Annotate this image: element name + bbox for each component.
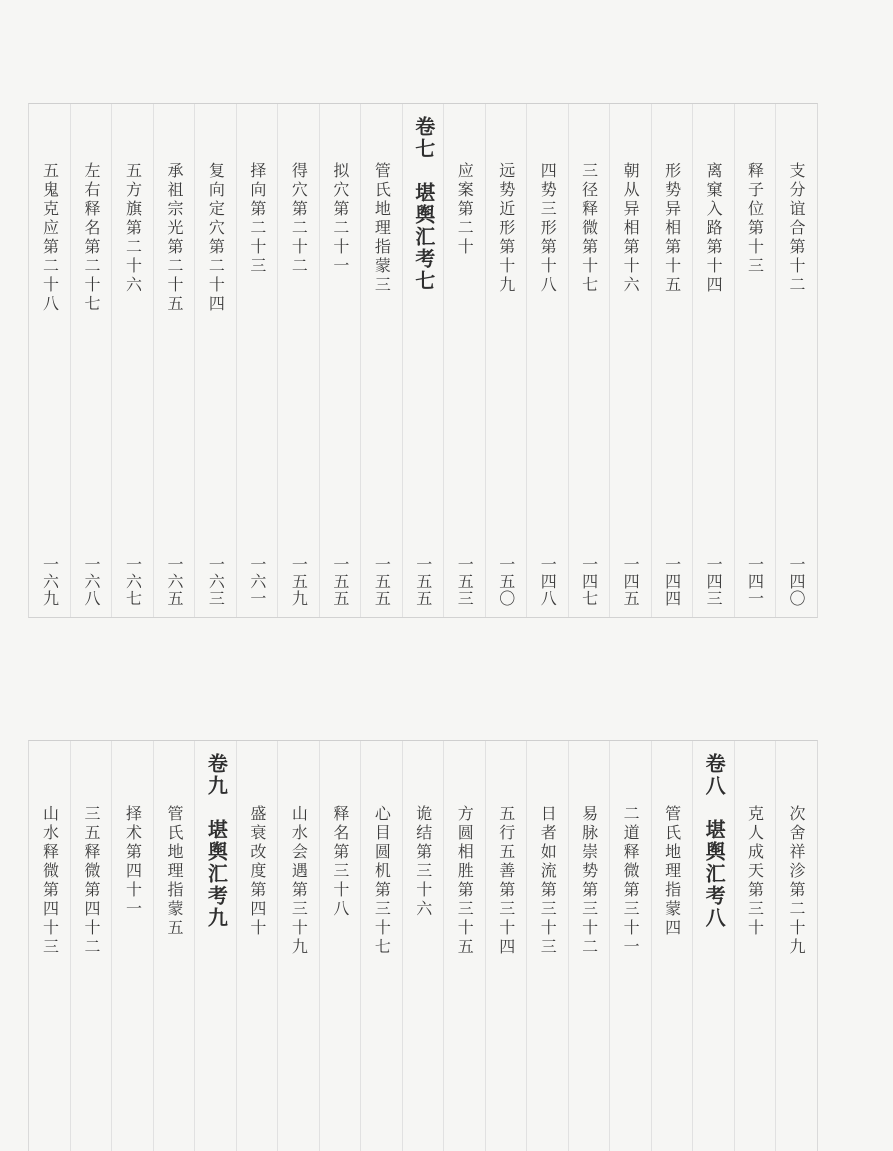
volume-heading-column bbox=[194, 741, 236, 1151]
entry-title: 易脉崇势第三十二 bbox=[579, 805, 599, 957]
toc-entry bbox=[360, 104, 402, 617]
page-number: 一四一 bbox=[745, 556, 765, 607]
toc-entry bbox=[111, 741, 153, 1151]
page-number: 一四三 bbox=[704, 556, 724, 607]
page-number: 一五五 bbox=[372, 556, 392, 607]
toc-entry bbox=[319, 741, 361, 1151]
entry-title: 朝从异相第十六 bbox=[621, 162, 641, 295]
toc-upper-block bbox=[28, 103, 818, 618]
toc-lower-block bbox=[28, 740, 818, 1151]
entry-title: 择术第四十一 bbox=[123, 805, 143, 919]
entry-title: 克人成天第三十 bbox=[745, 805, 765, 938]
volume-heading: 卷八 堪舆汇考八 bbox=[702, 753, 727, 929]
entry-title: 山水会遇第三十九 bbox=[289, 805, 309, 957]
entry-title: 二道释微第三十一 bbox=[621, 805, 641, 957]
page-number: 一五三 bbox=[455, 556, 475, 607]
entry-title: 释子位第十三 bbox=[745, 162, 765, 276]
page-number: 一四七 bbox=[579, 556, 599, 607]
entry-title: 日者如流第三十三 bbox=[538, 805, 558, 957]
toc-entry bbox=[568, 741, 610, 1151]
toc-entry bbox=[734, 104, 776, 617]
volume-heading: 卷九 堪舆汇考九 bbox=[204, 753, 229, 929]
toc-entry bbox=[70, 104, 112, 617]
entry-title: 次舍祥沴第二十九 bbox=[787, 805, 806, 957]
toc-entry bbox=[485, 104, 527, 617]
entry-title: 支分谊合第十二 bbox=[787, 162, 806, 295]
entry-title: 盛衰改度第四十 bbox=[247, 805, 267, 938]
toc-entry bbox=[319, 104, 361, 617]
toc-entry bbox=[194, 104, 236, 617]
entry-title: 四势三形第十八 bbox=[538, 162, 558, 295]
entry-title: 三五释微第四十二 bbox=[82, 805, 102, 957]
volume-heading-column bbox=[402, 104, 444, 617]
toc-entry bbox=[236, 741, 278, 1151]
toc-entry bbox=[609, 741, 651, 1151]
entry-title: 三径释微第十七 bbox=[579, 162, 599, 295]
toc-entry bbox=[443, 741, 485, 1151]
toc-entry bbox=[775, 741, 817, 1151]
entry-title: 管氏地理指蒙四 bbox=[662, 805, 682, 938]
page-number: 一六七 bbox=[123, 556, 143, 607]
toc-entry bbox=[111, 104, 153, 617]
entry-title: 承祖宗光第二十五 bbox=[164, 162, 184, 314]
toc-entry bbox=[692, 104, 734, 617]
toc-entry bbox=[360, 741, 402, 1151]
entry-title: 得穴第二十二 bbox=[289, 162, 309, 276]
toc-entry bbox=[30, 104, 71, 617]
toc-entry bbox=[609, 104, 651, 617]
page-number: 一六八 bbox=[82, 556, 102, 607]
entry-title: 择向第二十三 bbox=[247, 162, 267, 276]
page-number: 一六五 bbox=[164, 556, 184, 607]
page-number: 一五〇 bbox=[496, 556, 516, 607]
entry-title: 管氏地理指蒙五 bbox=[164, 805, 184, 938]
toc-entry bbox=[236, 104, 278, 617]
toc-entry bbox=[651, 741, 693, 1151]
entry-title: 管氏地理指蒙三 bbox=[372, 162, 392, 295]
entry-title: 五方旗第二十六 bbox=[123, 162, 143, 295]
page-number: 一四四 bbox=[662, 556, 682, 607]
page-number: 一四八 bbox=[538, 556, 558, 607]
page-number: 一六九 bbox=[40, 556, 60, 607]
page-number: 一六一 bbox=[247, 556, 267, 607]
toc-entry bbox=[526, 741, 568, 1151]
entry-title: 诡结第三十六 bbox=[413, 805, 433, 919]
toc-entry bbox=[526, 104, 568, 617]
toc-entry bbox=[70, 741, 112, 1151]
entry-title: 应案第二十 bbox=[455, 162, 475, 257]
page-number: 一四〇 bbox=[787, 556, 806, 607]
page-number: 一四五 bbox=[621, 556, 641, 607]
entry-title: 五行五善第三十四 bbox=[496, 805, 516, 957]
page-number: 一五九 bbox=[289, 556, 309, 607]
entry-title: 方圆相胜第三十五 bbox=[455, 805, 475, 957]
toc-entry bbox=[568, 104, 610, 617]
toc-entry bbox=[651, 104, 693, 617]
entry-title: 心目圆机第三十七 bbox=[372, 805, 392, 957]
toc-entry bbox=[153, 741, 195, 1151]
entry-title: 山水释微第四十三 bbox=[40, 805, 60, 957]
entry-title: 远势近形第十九 bbox=[496, 162, 516, 295]
entry-title: 左右释名第二十七 bbox=[82, 162, 102, 314]
entry-title: 释名第三十八 bbox=[330, 805, 350, 919]
toc-entry bbox=[775, 104, 817, 617]
entry-title: 形势异相第十五 bbox=[662, 162, 682, 295]
toc-entry bbox=[277, 741, 319, 1151]
page-number: 一五五 bbox=[330, 556, 350, 607]
toc-entry bbox=[734, 741, 776, 1151]
entry-title: 离窠入路第十四 bbox=[704, 162, 724, 295]
toc-entry bbox=[30, 741, 71, 1151]
page-number: 一五五 bbox=[413, 556, 433, 607]
toc-entry bbox=[485, 741, 527, 1151]
entry-title: 五鬼克应第二十八 bbox=[40, 162, 60, 314]
volume-heading: 卷七 堪舆汇考七 bbox=[411, 116, 436, 292]
page-number: 一六三 bbox=[206, 556, 226, 607]
toc-entry bbox=[402, 741, 444, 1151]
entry-title: 复向定穴第二十四 bbox=[206, 162, 226, 314]
volume-heading-column bbox=[692, 741, 734, 1151]
toc-entry bbox=[443, 104, 485, 617]
toc-entry bbox=[277, 104, 319, 617]
toc-entry bbox=[153, 104, 195, 617]
entry-title: 拟穴第二十一 bbox=[330, 162, 350, 276]
